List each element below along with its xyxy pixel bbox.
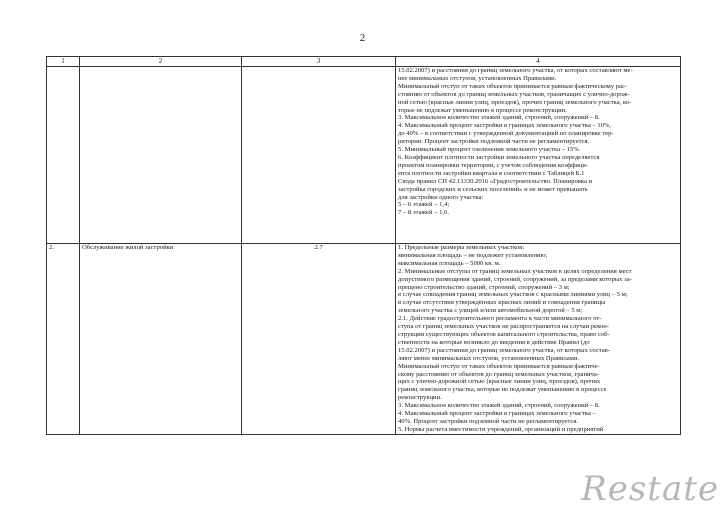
text-line: максимальная площадь – 5000 кв. м. [398, 259, 501, 267]
use-name-cell [80, 67, 242, 244]
text-line: 15.02.2007) и расстояния до границ земельного участка, от которых составляют ме- [398, 67, 633, 74]
text-line: скому расстоянию от объектов до границ земельных участков, гранича- [398, 370, 599, 378]
text-line: Минимальный отступ от таких объектов принимается равным фактиче- [398, 362, 600, 370]
text-line: 2.1. Действие градостроительного регламента в части минимального от- [398, 315, 602, 323]
text-line: ритории. Процент застройки подземной части не регламентируется. [398, 138, 590, 146]
row-number-cell [47, 67, 80, 244]
text-line: до 40% – в соответствии с утвержденной документацией по планировке тер- [398, 130, 614, 138]
text-line: ной сетью (красные линии улиц, проездов), прочих границ земельного участка, ко- [398, 98, 632, 106]
text-line: торые не подлежат уменьшению в процессе реконструкции. [398, 106, 567, 114]
text-line: 5. Минимальный процент озеленения земельного участка – 15%. [398, 146, 581, 154]
text-line: 4. Максимальный процент застройки в границах земельного участка – [398, 410, 596, 418]
text-line: ступа от границ земельных участков не распространяется на случаи рекон- [398, 323, 609, 331]
text-line: прещено строительство зданий, строений, сооружений – 3 м; [398, 283, 570, 291]
text-line: 40%. Процент застройки подземной части не регламентируется. [398, 417, 579, 425]
text-line: 1. Предельные размеры земельных участков: [398, 244, 525, 251]
parameters-cell [396, 67, 681, 244]
text-line: реконструкции. [398, 394, 442, 402]
text-line: Минимальный отступ от таких объектов принимается равным фактическому рас- [398, 82, 628, 90]
text-line: минимальная площадь – не подлежит установлению; [398, 251, 548, 259]
text-line: Свода правил СП 42.13330.2016 «Градостроительство. Планировка и [398, 177, 593, 185]
table-row [47, 244, 681, 435]
row-number-cell: 2. [47, 244, 80, 435]
regulations-table [46, 56, 681, 435]
column-number-1: 1 [47, 57, 80, 67]
text-line: ляют менее минимальных отступов, установленных Правилами. [398, 354, 580, 362]
text-line: 2. Минимальные отступы от границ земельных участков в целях определения мест [398, 267, 632, 275]
watermark-logo: Restate [581, 469, 719, 509]
text-line: застройка городских и сельских поселений» и не может превышать [398, 185, 588, 193]
text-line: допустимого размещения зданий, строений, сооружений, за пределами которых за- [398, 275, 632, 283]
text-line: 6. Коэффициент плотности застройки земельного участка определяется [398, 153, 600, 161]
text-line: ента плотности застройки квартала в соответствии с Таблицей Б.1 [398, 169, 585, 177]
text-line: в случае отсутствия утверждённых красных линий и совпадения границы [398, 299, 606, 307]
text-line: границ земельного участка, которые не подлежат уменьшению в процессе [398, 386, 607, 394]
text-line: ственности на которые возникло до введения в действие Правил (до [398, 338, 590, 346]
text-line: 4. Максимальный процент застройки в границах земельного участка – 10%, [398, 122, 612, 130]
text-line: 7 – 8 этажей – 1,6. [398, 209, 449, 217]
column-number-2: 2 [80, 57, 242, 67]
table-row [47, 67, 681, 244]
use-code-cell: 2.7 [242, 244, 396, 435]
text-line: 3. Максимальное количество этажей зданий, строений, сооружений – 8. [398, 402, 600, 410]
use-name-cell: Обслуживание жилой застройки [80, 244, 242, 435]
page-number: 2 [359, 32, 366, 44]
text-line: 5. Нормы расчета вместимости учреждений, организаций и предприятий [398, 425, 604, 433]
text-line: 5 – 6 этажей – 1,4; [398, 201, 450, 209]
text-line: струкции существующих объектов капитального строительства, право соб- [398, 330, 610, 338]
text-line: нее минимальных отступов, установленных Правилами. [398, 74, 557, 82]
text-line: проектом планировки территории, с учетом соблюдения коэффици- [398, 161, 589, 169]
text-line: щих с улично-дорожной сетью (красные линии улиц, проездов), прочих [398, 378, 601, 386]
parameters-cell [396, 244, 681, 435]
text-line: 3. Максимальное количество этажей зданий, строений, сооружений – 8. [398, 114, 600, 122]
text-line: в случае совпадения границ земельных участков с красными линиями улиц – 5 м; [398, 291, 628, 299]
text-line: 15.02.2007) и расстояния до границ земельного участка, от которых состав- [398, 346, 610, 354]
text-line: земельного участка с улицей и/или автомобильной дорогой – 5 м; [398, 307, 583, 315]
use-code-cell [242, 67, 396, 244]
column-number-4: 4 [396, 57, 681, 67]
column-number-row [47, 57, 681, 67]
text-line: стоянию от объектов до границ земельных участков, граничащих с улично-дорож- [398, 90, 630, 98]
text-line: для застройки одного участка: [398, 193, 484, 201]
column-number-3: 3 [242, 57, 396, 67]
